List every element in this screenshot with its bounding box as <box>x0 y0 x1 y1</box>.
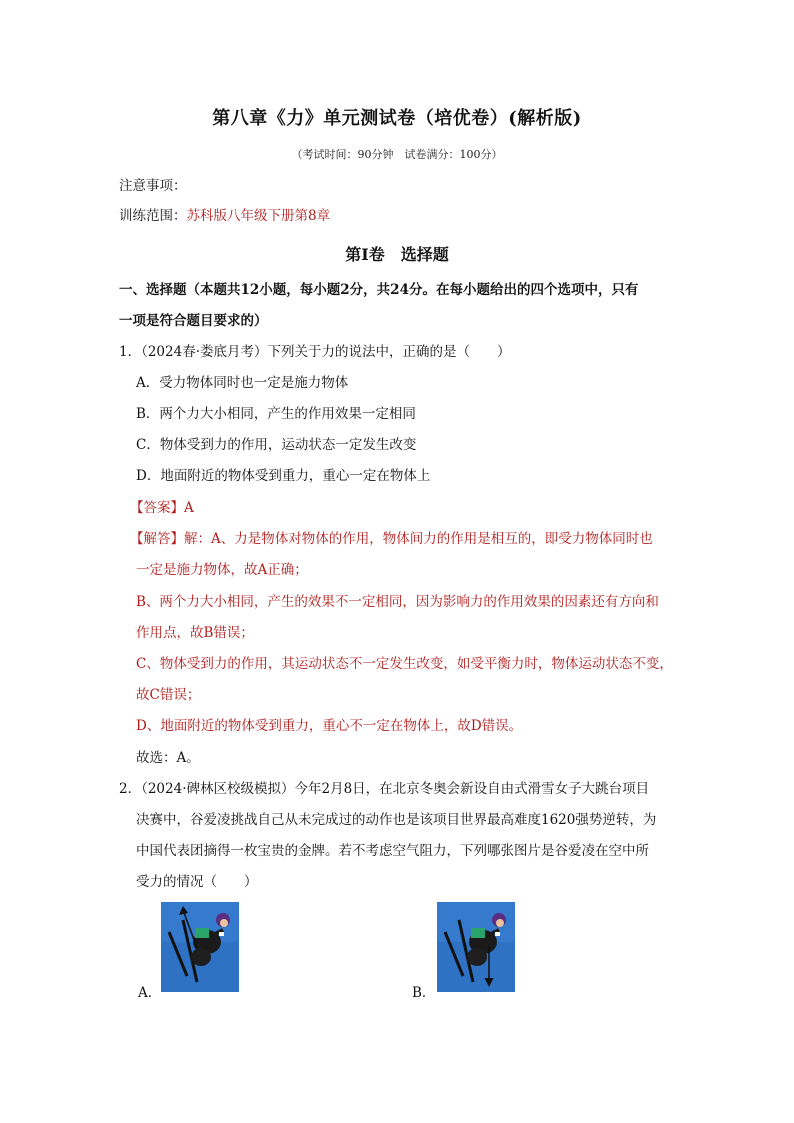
answer-tag: 【答案】 <box>130 500 184 516</box>
q1-option-a: A．受力物体同时也一定是施力物体 <box>136 375 349 391</box>
training-range <box>119 206 330 226</box>
q2-stem-3: 中国代表团摘得一枚宝贵的金牌。若不考虑空气阻力，下列哪张图片是谷爱凌在空中所 <box>136 843 649 859</box>
range-label: 训练范围： <box>119 208 187 224</box>
q1-explain-6: 故C错误； <box>136 687 201 703</box>
q1-option-c: C．物体受到力的作用，运动状态一定发生改变 <box>136 437 417 453</box>
section-title: 第Ⅰ卷 选择题 <box>345 245 449 264</box>
q1-stem: 1．（2024春·娄底月考）下列关于力的说法中，正确的是（ ） <box>119 344 511 360</box>
section-instruction-1: 一、选择题（本题共12小题，每小题2分，共24分。在每小题给出的四个选项中，只有 <box>119 282 639 298</box>
exam-info: （考试时间：90分钟 试卷满分：100分） <box>291 148 503 161</box>
q1-explain-2: 一定是施力物体，故A正确； <box>136 562 308 578</box>
q1-explain-1 <box>130 529 653 549</box>
q1-explain-5: C、物体受到力的作用，其运动状态不一定发生改变，如受平衡力时，物体运动状态不变， <box>136 656 673 672</box>
q2-option-a-label: A． <box>138 985 162 1001</box>
skier-downward-arrow-image <box>437 902 515 992</box>
section-instruction-2: 一项是符合题目要求的） <box>119 313 268 329</box>
q1-option-b: B．两个力大小相同，产生的作用效果一定相同 <box>136 406 416 422</box>
q1-choice: 故选：A。 <box>136 750 200 766</box>
q2-option-b-image[interactable] <box>437 902 515 992</box>
q1-explain-4: 作用点，故B错误； <box>136 625 254 641</box>
page-title: 第八章《力》单元测试卷（培优卷）(解析版) <box>212 108 582 129</box>
q2-option-b-label: B． <box>412 985 436 1001</box>
q1-explain-7: D、地面附近的物体受到重力，重心不一定在物体上，故D错误。 <box>136 718 523 734</box>
q2-option-a-image[interactable] <box>161 902 239 992</box>
q1-option-d: D．地面附近的物体受到重力，重心一定在物体上 <box>136 468 431 484</box>
q1-explain-3: B、两个力大小相同，产生的效果不一定相同，因为影响力的作用效果的因素还有方向和 <box>136 594 659 610</box>
skier-upward-arrow-image <box>161 902 239 992</box>
explain-text: 解：A、力是物体对物体的作用，物体间力的作用是相互的，即受力物体同时也 <box>184 531 653 547</box>
q2-stem-4: 受力的情况（ ） <box>136 874 258 890</box>
range-value: 苏科版八年级下册第8章 <box>186 208 331 224</box>
q2-stem-1: 2．（2024·碑林区校级模拟）今年2月8日，在北京冬奥会新设自由式滑雪女子大跳台项目 <box>119 781 650 797</box>
q1-answer <box>130 498 194 518</box>
q2-stem-2: 决赛中，谷爱凌挑战自己从未完成过的动作也是该项目世界最高难度1620强势逆转，为 <box>136 812 657 828</box>
answer-value: A <box>184 500 194 516</box>
explain-tag: 【解答】 <box>130 531 184 547</box>
notes-label: 注意事项： <box>119 178 187 194</box>
